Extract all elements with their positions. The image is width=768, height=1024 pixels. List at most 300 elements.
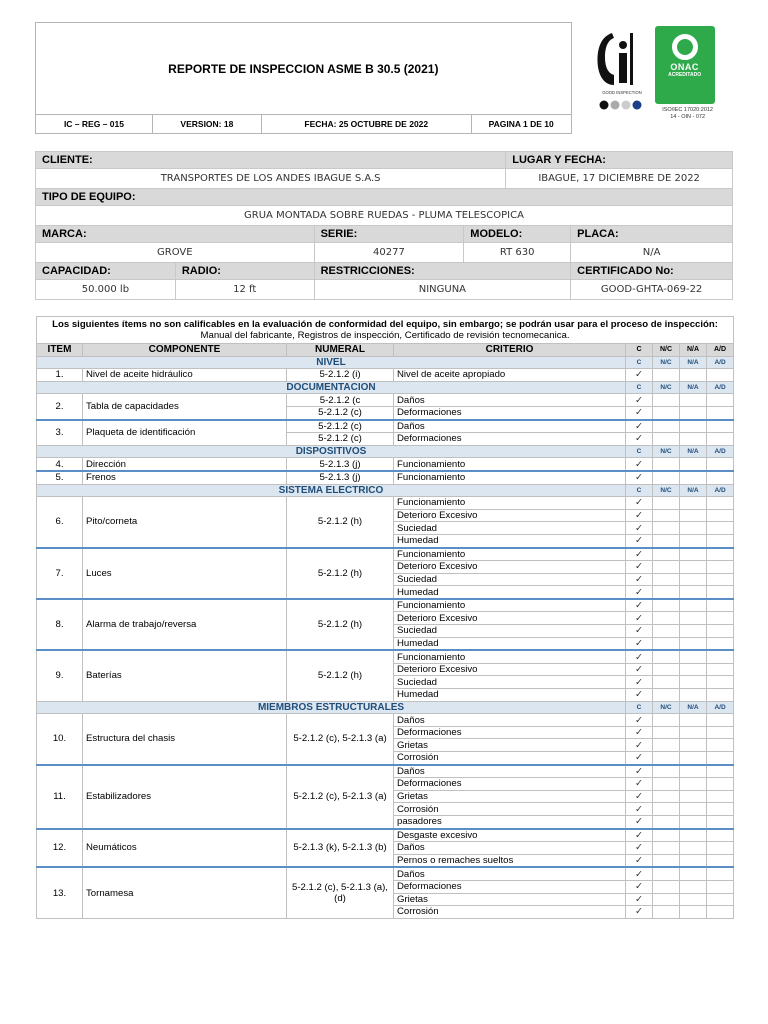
numeral: 5-2.1.2 (h) xyxy=(287,650,394,701)
criteria: Daños xyxy=(394,714,626,727)
checkbox-na[interactable] xyxy=(680,420,707,433)
criteria: Suciedad xyxy=(394,676,626,689)
checkbox-c[interactable]: ✓ xyxy=(626,433,653,446)
checkbox-na[interactable] xyxy=(680,625,707,638)
col-nc: N/C xyxy=(653,344,680,357)
checkbox-ad[interactable] xyxy=(707,906,734,919)
report-title: REPORTE DE INSPECCION ASME B 30.5 (2021) xyxy=(36,23,572,115)
section-col-label: N/C xyxy=(653,701,680,714)
checkbox-ad[interactable] xyxy=(707,561,734,574)
table-row xyxy=(37,650,734,663)
checkbox-na[interactable] xyxy=(680,497,707,510)
checkbox-nc[interactable] xyxy=(653,726,680,739)
checkbox-ad[interactable] xyxy=(707,394,734,407)
checkbox-ad[interactable] xyxy=(707,689,734,702)
checkbox-na[interactable] xyxy=(680,829,707,842)
criteria: Nivel de aceite apropiado xyxy=(394,369,626,382)
checkbox-nc[interactable] xyxy=(653,369,680,382)
checkbox-ad[interactable] xyxy=(707,726,734,739)
checkbox-nc[interactable] xyxy=(653,689,680,702)
checkbox-c[interactable]: ✓ xyxy=(626,599,653,612)
criteria: Pernos o remaches sueltos xyxy=(394,854,626,867)
svg-text:GOOD INSPECTION: GOOD INSPECTION xyxy=(601,89,642,95)
item-number: 2. xyxy=(37,394,83,420)
checkbox-nc[interactable] xyxy=(653,714,680,727)
client-info xyxy=(35,151,733,300)
inspection-note xyxy=(37,317,734,344)
checkbox-nc[interactable] xyxy=(653,509,680,522)
checkbox-na[interactable] xyxy=(680,739,707,752)
criteria: Corrosión xyxy=(394,906,626,919)
criteria: Funcionamiento xyxy=(394,650,626,663)
checkbox-na[interactable] xyxy=(680,637,707,650)
checkbox-ad[interactable] xyxy=(707,739,734,752)
checkbox-nc[interactable] xyxy=(653,663,680,676)
criteria: Grietas xyxy=(394,790,626,803)
checkbox-na[interactable] xyxy=(680,842,707,855)
checkbox-nc[interactable] xyxy=(653,676,680,689)
table-row xyxy=(37,394,734,407)
item-number: 6. xyxy=(37,497,83,548)
checkbox-ad[interactable] xyxy=(707,369,734,382)
checkbox-nc[interactable] xyxy=(653,458,680,471)
checkbox-c[interactable]: ✓ xyxy=(626,689,653,702)
checkbox-nc[interactable] xyxy=(653,815,680,828)
section-col-label: N/A xyxy=(680,356,707,369)
checkbox-c[interactable]: ✓ xyxy=(626,369,653,382)
checkbox-na[interactable] xyxy=(680,406,707,419)
section-col-label: N/A xyxy=(680,701,707,714)
onac-ring-icon xyxy=(672,34,698,60)
checkbox-c[interactable]: ✓ xyxy=(626,458,653,471)
section-title: DOCUMENTACION xyxy=(37,381,626,394)
section-col-label: C xyxy=(626,445,653,458)
checkbox-na[interactable] xyxy=(680,726,707,739)
checkbox-na[interactable] xyxy=(680,471,707,484)
checkbox-ad[interactable] xyxy=(707,548,734,561)
checkbox-ad[interactable] xyxy=(707,893,734,906)
numeral: 5-2.1.2 (c) xyxy=(287,406,394,419)
criteria: Funcionamiento xyxy=(394,458,626,471)
item-number: 9. xyxy=(37,650,83,701)
checkbox-ad[interactable] xyxy=(707,406,734,419)
criteria: Suciedad xyxy=(394,573,626,586)
checkbox-ad[interactable] xyxy=(707,522,734,535)
section-col-label: N/A xyxy=(680,445,707,458)
checkbox-na[interactable] xyxy=(680,458,707,471)
criteria: Deterioro Excesivo xyxy=(394,509,626,522)
doc-code: IC – REG – 015 xyxy=(36,115,153,134)
checkbox-nc[interactable] xyxy=(653,867,680,880)
serial-label: SERIE: xyxy=(314,226,464,243)
checkbox-c[interactable]: ✓ xyxy=(626,420,653,433)
table-row xyxy=(37,369,734,382)
checkbox-c[interactable]: ✓ xyxy=(626,829,653,842)
checkbox-c[interactable]: ✓ xyxy=(626,586,653,599)
checkbox-ad[interactable] xyxy=(707,790,734,803)
col-item: ITEM xyxy=(37,344,83,357)
item-number: 7. xyxy=(37,548,83,599)
checkbox-na[interactable] xyxy=(680,867,707,880)
section-col-label: A/D xyxy=(707,445,734,458)
criteria: Deformaciones xyxy=(394,880,626,893)
checkbox-c[interactable]: ✓ xyxy=(626,726,653,739)
component-name: Baterías xyxy=(83,650,287,701)
checkbox-na[interactable] xyxy=(680,534,707,547)
inspection-table xyxy=(36,316,734,919)
section-col-label: N/C xyxy=(653,445,680,458)
checkbox-c[interactable]: ✓ xyxy=(626,893,653,906)
table-row xyxy=(37,829,734,842)
checkbox-nc[interactable] xyxy=(653,561,680,574)
serial-value: 40277 xyxy=(314,243,464,263)
checkbox-ad[interactable] xyxy=(707,842,734,855)
checkbox-na[interactable] xyxy=(680,394,707,407)
checkbox-nc[interactable] xyxy=(653,790,680,803)
checkbox-na[interactable] xyxy=(680,893,707,906)
criteria: Suciedad xyxy=(394,625,626,638)
criteria: Funcionamiento xyxy=(394,497,626,510)
checkbox-na[interactable] xyxy=(680,599,707,612)
checkbox-c[interactable]: ✓ xyxy=(626,497,653,510)
place-value: IBAGUE, 17 DICIEMBRE DE 2022 xyxy=(506,169,733,189)
checkbox-nc[interactable] xyxy=(653,433,680,446)
note-bold: Los siguientes ítems no son calificables en la evaluación de conformidad del equipo, sin embargo; se podrán usar para el proceso de inspección: xyxy=(52,319,718,330)
component-name: Nivel de aceite hidráulico xyxy=(83,369,287,382)
checkbox-nc[interactable] xyxy=(653,471,680,484)
criteria: Humedad xyxy=(394,637,626,650)
checkbox-c[interactable]: ✓ xyxy=(626,714,653,727)
criteria: Deterioro Excesivo xyxy=(394,561,626,574)
checkbox-na[interactable] xyxy=(680,548,707,561)
criteria: Daños xyxy=(394,867,626,880)
section-row xyxy=(37,484,734,497)
col-criteria: CRITERIO xyxy=(394,344,626,357)
doc-page: PAGINA 1 DE 10 xyxy=(471,115,571,134)
checkbox-c[interactable]: ✓ xyxy=(626,573,653,586)
checkbox-c[interactable]: ✓ xyxy=(626,765,653,778)
checkbox-na[interactable] xyxy=(680,573,707,586)
checkbox-ad[interactable] xyxy=(707,534,734,547)
table-row xyxy=(37,548,734,561)
numeral: 5-2.1.2 (c xyxy=(287,394,394,407)
checkbox-ad[interactable] xyxy=(707,778,734,791)
checkbox-na[interactable] xyxy=(680,650,707,663)
checkbox-na[interactable] xyxy=(680,854,707,867)
checkbox-c[interactable]: ✓ xyxy=(626,752,653,765)
checkbox-ad[interactable] xyxy=(707,420,734,433)
criteria: Humedad xyxy=(394,689,626,702)
client-label: CLIENTE: xyxy=(36,152,506,169)
checkbox-na[interactable] xyxy=(680,880,707,893)
item-number: 1. xyxy=(37,369,83,382)
numeral: 5-2.1.2 (c), 5-2.1.3 (a) xyxy=(287,714,394,765)
checkbox-nc[interactable] xyxy=(653,394,680,407)
checkbox-c[interactable]: ✓ xyxy=(626,663,653,676)
checkbox-nc[interactable] xyxy=(653,752,680,765)
model-label: MODELO: xyxy=(464,226,571,243)
plate-value: N/A xyxy=(571,243,733,263)
checkbox-c[interactable]: ✓ xyxy=(626,406,653,419)
checkbox-c[interactable]: ✓ xyxy=(626,815,653,828)
criteria: Corrosión xyxy=(394,803,626,816)
column-header-row xyxy=(37,344,734,357)
criteria: Funcionamiento xyxy=(394,548,626,561)
report-header xyxy=(35,22,733,134)
component-name: Dirección xyxy=(83,458,287,471)
checkbox-nc[interactable] xyxy=(653,778,680,791)
capacity-label: CAPACIDAD: xyxy=(36,263,176,280)
checkbox-ad[interactable] xyxy=(707,433,734,446)
checkbox-c[interactable]: ✓ xyxy=(626,676,653,689)
checkbox-c[interactable]: ✓ xyxy=(626,803,653,816)
section-col-label: C xyxy=(626,484,653,497)
criteria: Desgaste excesivo xyxy=(394,829,626,842)
section-row xyxy=(37,701,734,714)
checkbox-ad[interactable] xyxy=(707,573,734,586)
table-row xyxy=(37,867,734,880)
plate-label: PLACA: xyxy=(571,226,733,243)
checkbox-nc[interactable] xyxy=(653,893,680,906)
table-row xyxy=(37,497,734,510)
checkbox-ad[interactable] xyxy=(707,458,734,471)
onac-name: ONAC xyxy=(670,61,699,72)
checkbox-na[interactable] xyxy=(680,689,707,702)
checkbox-na[interactable] xyxy=(680,778,707,791)
table-row xyxy=(37,458,734,471)
checkbox-ad[interactable] xyxy=(707,586,734,599)
checkbox-c[interactable]: ✓ xyxy=(626,739,653,752)
criteria: Deformaciones xyxy=(394,778,626,791)
checkbox-nc[interactable] xyxy=(653,637,680,650)
checkbox-nc[interactable] xyxy=(653,612,680,625)
checkbox-nc[interactable] xyxy=(653,829,680,842)
checkbox-ad[interactable] xyxy=(707,497,734,510)
criteria: Daños xyxy=(394,842,626,855)
section-title: SISTEMA ELECTRICO xyxy=(37,484,626,497)
radius-value: 12 ft xyxy=(175,280,314,300)
checkbox-ad[interactable] xyxy=(707,854,734,867)
checkbox-nc[interactable] xyxy=(653,534,680,547)
criteria: Humedad xyxy=(394,534,626,547)
component-name: Plaqueta de identificación xyxy=(83,420,287,446)
checkbox-c[interactable]: ✓ xyxy=(626,509,653,522)
checkbox-c[interactable]: ✓ xyxy=(626,880,653,893)
capacity-value: 50.000 lb xyxy=(36,280,176,300)
checkbox-na[interactable] xyxy=(680,765,707,778)
checkbox-c[interactable]: ✓ xyxy=(626,548,653,561)
iso-line1: ISO/IEC 17020:2012 xyxy=(662,106,713,113)
item-number: 3. xyxy=(37,420,83,446)
criteria: Grietas xyxy=(394,739,626,752)
iso-standard xyxy=(658,107,718,121)
numeral: 5-2.1.2 (c) xyxy=(287,433,394,446)
section-col-label: C xyxy=(626,356,653,369)
checkbox-na[interactable] xyxy=(680,586,707,599)
section-title: MIEMBROS ESTRUCTURALES xyxy=(37,701,626,714)
checkbox-ad[interactable] xyxy=(707,880,734,893)
numeral: 5-2.1.2 (h) xyxy=(287,599,394,650)
checkbox-nc[interactable] xyxy=(653,625,680,638)
checkbox-ad[interactable] xyxy=(707,803,734,816)
section-col-label: N/A xyxy=(680,484,707,497)
checkbox-ad[interactable] xyxy=(707,815,734,828)
place-label: LUGAR Y FECHA: xyxy=(506,152,733,169)
checkbox-c[interactable]: ✓ xyxy=(626,854,653,867)
checkbox-c[interactable]: ✓ xyxy=(626,650,653,663)
checkbox-nc[interactable] xyxy=(653,497,680,510)
item-number: 5. xyxy=(37,471,83,484)
numeral: 5-2.1.2 (c) xyxy=(287,420,394,433)
section-title: NIVEL xyxy=(37,356,626,369)
criteria: Corrosión xyxy=(394,752,626,765)
brand-label: MARCA: xyxy=(36,226,315,243)
checkbox-ad[interactable] xyxy=(707,612,734,625)
checkbox-nc[interactable] xyxy=(653,880,680,893)
checkbox-nc[interactable] xyxy=(653,522,680,535)
checkbox-c[interactable]: ✓ xyxy=(626,842,653,855)
component-name: Luces xyxy=(83,548,287,599)
checkbox-ad[interactable] xyxy=(707,471,734,484)
checkbox-nc[interactable] xyxy=(653,739,680,752)
checkbox-na[interactable] xyxy=(680,522,707,535)
checkbox-na[interactable] xyxy=(680,612,707,625)
criteria: Humedad xyxy=(394,586,626,599)
criteria: Suciedad xyxy=(394,522,626,535)
checkbox-nc[interactable] xyxy=(653,406,680,419)
checkbox-na[interactable] xyxy=(680,815,707,828)
numeral: 5-2.1.2 (c), 5-2.1.3 (a) xyxy=(287,765,394,829)
component-name: Tornamesa xyxy=(83,867,287,918)
checkbox-c[interactable]: ✓ xyxy=(626,471,653,484)
numeral: 5-2.1.2 (c), 5-2.1.3 (a), (d) xyxy=(287,867,394,918)
checkbox-ad[interactable] xyxy=(707,752,734,765)
client-value: TRANSPORTES DE LOS ANDES IBAGUE S.A.S xyxy=(36,169,506,189)
numeral: 5-2.1.3 (j) xyxy=(287,471,394,484)
checkbox-ad[interactable] xyxy=(707,829,734,842)
checkbox-na[interactable] xyxy=(680,676,707,689)
checkbox-ad[interactable] xyxy=(707,714,734,727)
component-name: Estabilizadores xyxy=(83,765,287,829)
checkbox-c[interactable]: ✓ xyxy=(626,625,653,638)
checkbox-na[interactable] xyxy=(680,561,707,574)
checkbox-nc[interactable] xyxy=(653,854,680,867)
section-title: DISPOSITIVOS xyxy=(37,445,626,458)
checkbox-ad[interactable] xyxy=(707,509,734,522)
checkbox-nc[interactable] xyxy=(653,599,680,612)
checkbox-na[interactable] xyxy=(680,509,707,522)
checkbox-nc[interactable] xyxy=(653,573,680,586)
item-number: 8. xyxy=(37,599,83,650)
checkbox-c[interactable]: ✓ xyxy=(626,522,653,535)
checkbox-nc[interactable] xyxy=(653,650,680,663)
equipment-value: GRUA MONTADA SOBRE RUEDAS - PLUMA TELESCOPICA xyxy=(36,206,733,226)
equipment-label: TIPO DE EQUIPO: xyxy=(36,189,733,206)
onac-sub: ACREDITADO xyxy=(668,71,702,78)
checkbox-nc[interactable] xyxy=(653,586,680,599)
brand-value: GROVE xyxy=(36,243,315,263)
checkbox-nc[interactable] xyxy=(653,420,680,433)
checkbox-c[interactable]: ✓ xyxy=(626,612,653,625)
col-c: C xyxy=(626,344,653,357)
criteria: Deterioro Excesivo xyxy=(394,612,626,625)
checkbox-c[interactable]: ✓ xyxy=(626,394,653,407)
table-row xyxy=(37,765,734,778)
checkbox-nc[interactable] xyxy=(653,842,680,855)
criteria: Deformaciones xyxy=(394,726,626,739)
certificate-label: CERTIFICADO No: xyxy=(571,263,733,280)
criteria: Daños xyxy=(394,394,626,407)
checkbox-ad[interactable] xyxy=(707,663,734,676)
iso-line2: 14 - OIN - 072 xyxy=(670,113,706,120)
item-number: 13. xyxy=(37,867,83,918)
checkbox-nc[interactable] xyxy=(653,765,680,778)
criteria: pasadores xyxy=(394,815,626,828)
checkbox-c[interactable]: ✓ xyxy=(626,906,653,919)
checkbox-na[interactable] xyxy=(680,433,707,446)
section-col-label: N/C xyxy=(653,356,680,369)
checkbox-nc[interactable] xyxy=(653,906,680,919)
restrictions-label: RESTRICCIONES: xyxy=(314,263,571,280)
checkbox-ad[interactable] xyxy=(707,637,734,650)
section-col-label: A/D xyxy=(707,381,734,394)
item-number: 4. xyxy=(37,458,83,471)
table-row xyxy=(37,599,734,612)
radius-label: RADIO: xyxy=(175,263,314,280)
checkbox-na[interactable] xyxy=(680,369,707,382)
table-row xyxy=(37,471,734,484)
table-row xyxy=(37,420,734,433)
checkbox-na[interactable] xyxy=(680,803,707,816)
checkbox-c[interactable]: ✓ xyxy=(626,778,653,791)
numeral: 5-2.1.2 (h) xyxy=(287,497,394,548)
checkbox-na[interactable] xyxy=(680,790,707,803)
section-col-label: A/D xyxy=(707,701,734,714)
checkbox-c[interactable]: ✓ xyxy=(626,534,653,547)
checkbox-ad[interactable] xyxy=(707,625,734,638)
checkbox-nc[interactable] xyxy=(653,548,680,561)
checkbox-ad[interactable] xyxy=(707,650,734,663)
checkbox-ad[interactable] xyxy=(707,599,734,612)
criteria: Grietas xyxy=(394,893,626,906)
criteria: Deformaciones xyxy=(394,406,626,419)
checkbox-nc[interactable] xyxy=(653,803,680,816)
checkbox-c[interactable]: ✓ xyxy=(626,561,653,574)
checkbox-c[interactable]: ✓ xyxy=(626,867,653,880)
checkbox-na[interactable] xyxy=(680,714,707,727)
col-na: N/A xyxy=(680,344,707,357)
item-number: 12. xyxy=(37,829,83,868)
section-row xyxy=(37,381,734,394)
checkbox-ad[interactable] xyxy=(707,676,734,689)
checkbox-c[interactable]: ✓ xyxy=(626,637,653,650)
section-col-label: C xyxy=(626,381,653,394)
criteria: Funcionamiento xyxy=(394,599,626,612)
checkbox-ad[interactable] xyxy=(707,867,734,880)
checkbox-na[interactable] xyxy=(680,752,707,765)
checkbox-na[interactable] xyxy=(680,906,707,919)
good-inspection-logo xyxy=(592,25,652,115)
criteria: Deformaciones xyxy=(394,433,626,446)
doc-date: FECHA: 25 OCTUBRE DE 2022 xyxy=(261,115,471,134)
certificate-value: GOOD-GHTA-069-22 xyxy=(571,280,733,300)
checkbox-ad[interactable] xyxy=(707,765,734,778)
checkbox-na[interactable] xyxy=(680,663,707,676)
section-row xyxy=(37,445,734,458)
logos xyxy=(571,23,733,134)
onac-badge xyxy=(655,26,715,104)
checkbox-c[interactable]: ✓ xyxy=(626,790,653,803)
